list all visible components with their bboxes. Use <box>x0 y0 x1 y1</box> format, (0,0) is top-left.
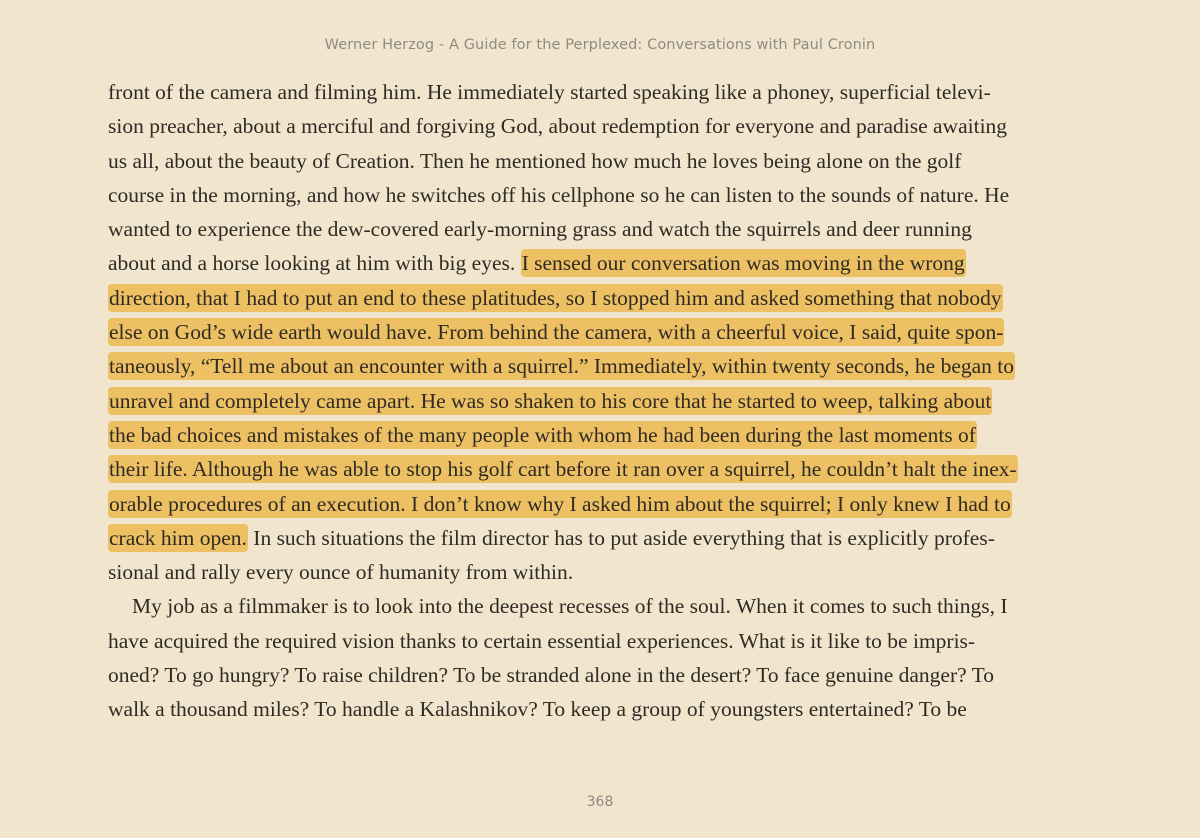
book-header-title: Werner Herzog - A Guide for the Perplexed: Conversations with Paul Cronin <box>324 37 876 53</box>
text-line <box>108 452 1108 486</box>
text-line <box>108 281 1108 315</box>
highlighted-passage[interactable]: their life. Although he was able to stop his golf cart before it ran over a squirrel, he couldn’t halt the inex- <box>109 457 1017 482</box>
text-line: us all, about the beauty of Creation. Then he mentioned how much he loves being alone on the golf <box>108 148 962 173</box>
highlighted-passage[interactable]: unravel and completely came apart. He was so shaken to his core that he started to weep, talking about <box>109 388 992 413</box>
text-line: course in the morning, and how he switches off his cellphone so he can listen to the sounds of nature. He <box>108 182 1010 207</box>
text-line: wanted to experience the dew-covered early-morning grass and watch the squirrels and deer running <box>108 217 972 242</box>
text-line <box>108 349 1108 383</box>
highlighted-passage[interactable]: taneously, “Tell me about an encounter with a squirrel.” Immediately, within twenty seconds, he began to <box>109 354 1015 379</box>
highlighted-passage[interactable]: crack him open. <box>109 525 247 550</box>
page-number: 368 <box>586 794 614 810</box>
text-line: have acquired the required vision thanks to certain essential experiences. What is it like to be impris- <box>108 628 976 653</box>
text-line <box>108 246 1108 280</box>
highlighted-passage[interactable]: the bad choices and mistakes of the many people with whom he had been during the last moments of <box>109 422 976 447</box>
highlighted-passage[interactable]: orable procedures of an execution. I don’t know why I asked him about the squirrel; I only knew I had to <box>109 491 1011 516</box>
text-line: sional and rally every ounce of humanity from within. <box>108 560 574 585</box>
highlighted-passage[interactable]: direction, that I had to put an end to these platitudes, so I stopped him and asked something that nobody <box>109 285 1002 310</box>
text-line: walk a thousand miles? To handle a Kalashnikov? To keep a group of youngsters entertained? To be <box>108 697 967 722</box>
text-line: front of the camera and filming him. He immediately started speaking like a phoney, superficial televi- <box>108 80 991 104</box>
text-segment: about and a horse looking at him with big eyes. <box>108 251 521 276</box>
highlighted-passage[interactable]: I sensed our conversation was moving in the wrong <box>521 251 965 276</box>
text-line <box>108 418 1108 452</box>
text-line <box>108 315 1108 349</box>
text-segment: In such situations the film director has to put aside everything that is explicitly profes- <box>247 525 995 550</box>
text-line: My job as a filmmaker is to look into the deepest recesses of the soul. When it comes to such things, I <box>132 594 1008 619</box>
text-line <box>108 384 1108 418</box>
text-line <box>108 521 1108 555</box>
text-line: oned? To go hungry? To raise children? To be stranded alone in the desert? To face genuine danger? To <box>108 663 995 688</box>
text-line <box>108 487 1108 521</box>
text-line: sion preacher, about a merciful and forgiving God, about redemption for everyone and paradise awaiting <box>108 114 1008 139</box>
highlighted-passage[interactable]: else on God’s wide earth would have. From behind the camera, with a cheerful voice, I said, quite spon- <box>109 320 1004 345</box>
page-body[interactable] <box>108 75 1108 727</box>
